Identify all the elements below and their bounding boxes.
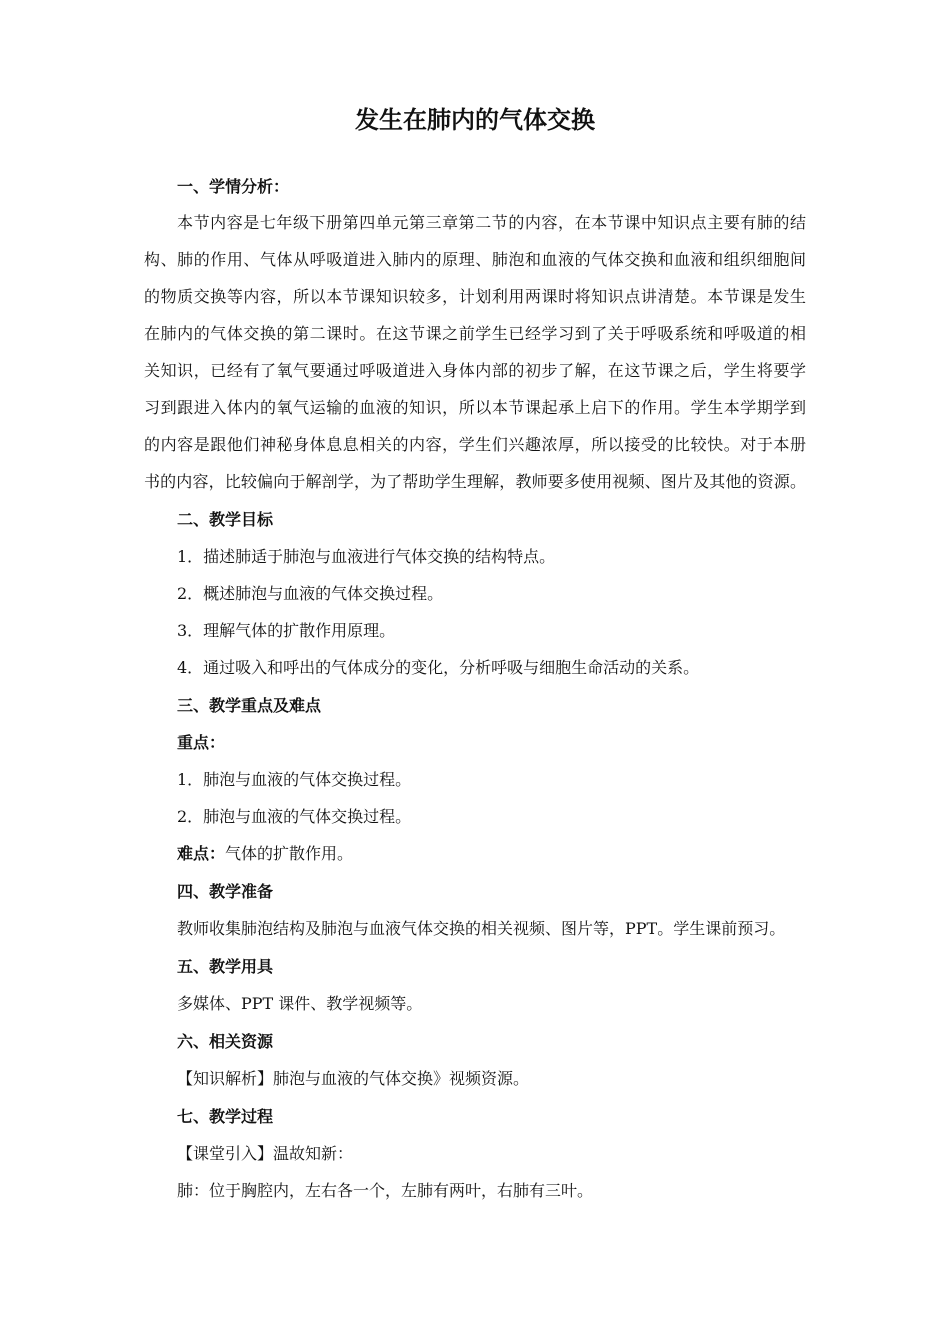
- list-item: 3．理解气体的扩散作用原理。: [177, 621, 396, 640]
- section-heading-analysis: 一、学情分析：: [177, 177, 290, 196]
- section-heading-key-points: 三、教学重点及难点: [177, 696, 322, 715]
- intro-line: [177, 1142, 353, 1166]
- paragraph-line: 在肺内的气体交换的第二课时。在这节课之前学生已经学习到了关于呼吸系统和呼吸道的相: [144, 324, 806, 343]
- lung-text: 肺：位于胸腔内，左右各一个，左肺有两叶，右肺有三叶。: [177, 1181, 594, 1200]
- paragraph-line: 本节内容是七年级下册第四单元第三章第二节的内容，在本节课中知识点主要有肺的结: [177, 213, 806, 232]
- list-item: 2．肺泡与血液的气体交换过程。: [177, 807, 412, 826]
- list-item: 4．通过吸入和呼出的气体成分的变化，分析呼吸与细胞生命活动的关系。: [177, 658, 700, 677]
- list-item: 1．描述肺适于肺泡与血液进行气体交换的结构特点。: [177, 547, 556, 566]
- paragraph-line: 的物质交换等内容，所以本节课知识较多，计划利用两课时将知识点讲清楚。本节课是发生: [144, 287, 806, 306]
- section-heading-preparation: 四、教学准备: [177, 882, 274, 901]
- section-heading-resources: 六、相关资源: [177, 1032, 274, 1051]
- difficulty-label: 难点：: [177, 844, 226, 863]
- section-heading-tools: 五、教学用具: [177, 957, 274, 976]
- preparation-text: 教师收集肺泡结构及肺泡与血液气体交换的相关视频、图片等，PPT。学生课前预习。: [177, 919, 786, 938]
- list-item: 1．肺泡与血液的气体交换过程。: [177, 770, 412, 789]
- section-heading-process: 七、教学过程: [177, 1107, 274, 1126]
- difficulty-text: 气体的扩散作用。: [225, 844, 354, 863]
- section-heading-objectives: 二、教学目标: [177, 510, 274, 529]
- difficulty-line: [177, 842, 353, 866]
- document-title: 发生在肺内的气体交换: [355, 105, 595, 134]
- intro-label: 【课堂引入】: [177, 1144, 274, 1163]
- tools-text: 多媒体、PPT 课件、教学视频等。: [177, 994, 423, 1013]
- key-label: 重点：: [177, 733, 226, 752]
- paragraph-line: 书的内容，比较偏向于解剖学，为了帮助学生理解，教师要多使用视频、图片及其他的资源。: [144, 472, 806, 491]
- resources-text: 【知识解析】肺泡与血液的气体交换》视频资源。: [177, 1069, 530, 1088]
- paragraph-line: 关知识，已经有了氧气要通过呼吸道进入身体内部的初步了解，在这节课之后，学生将要学: [144, 361, 806, 380]
- intro-text: 温故知新：: [273, 1144, 354, 1163]
- paragraph-line: 构、肺的作用、气体从呼吸道进入肺内的原理、肺泡和血液的气体交换和血液和组织细胞间: [144, 250, 806, 269]
- paragraph-line: 习到跟进入体内的氧气运输的血液的知识，所以本节课起承上启下的作用。学生本学期学到: [144, 398, 806, 417]
- paragraph-line: 的内容是跟他们神秘身体息息相关的内容，学生们兴趣浓厚，所以接受的比较快。对于本册: [144, 435, 806, 454]
- list-item: 2．概述肺泡与血液的气体交换过程。: [177, 584, 444, 603]
